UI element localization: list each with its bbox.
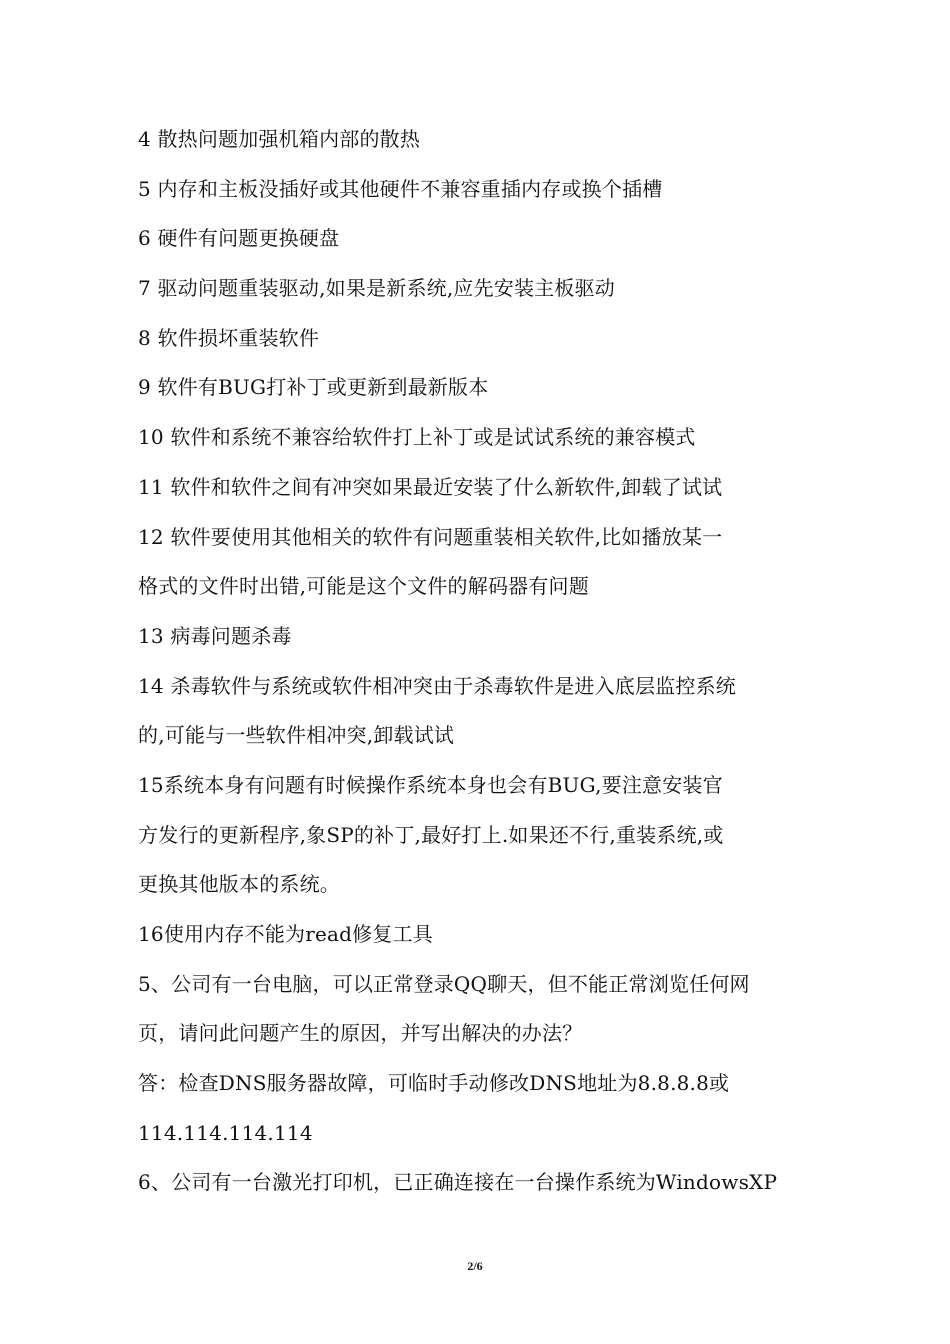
text-line: 页，请问此问题产生的原因，并写出解决的办法？	[138, 1021, 583, 1046]
text-line: 16使用内存不能为read修复工具	[138, 922, 433, 946]
text-line: 方发行的更新程序,象SP的补丁,最好打上.如果还不行,重装系统,或	[138, 822, 724, 847]
text-line: 4 散热问题加强机箱内部的散热	[138, 127, 421, 151]
page-number: 2/6	[467, 1259, 483, 1273]
text-line: 8 软件损坏重装软件	[138, 325, 320, 350]
text-line: 的,可能与一些软件相冲突,卸载试试	[138, 723, 455, 748]
text-line: 9 软件有BUG打补丁或更新到最新版本	[138, 375, 489, 400]
text-line: 5、公司有一台电脑，可以正常登录QQ聊天，但不能正常浏览任何网	[138, 971, 750, 996]
text-line: 6、公司有一台激光打印机，已正确连接在一台操作系统为WindowsXP	[138, 1170, 778, 1195]
text-line: 12 软件要使用其他相关的软件有问题重装相关软件,比如播放某一	[138, 524, 723, 549]
text-line: 114.114.114.114	[138, 1120, 313, 1145]
text-line: 14 杀毒软件与系统或软件相冲突由于杀毒软件是进入底层监控系统	[138, 673, 737, 698]
text-line: 5 内存和主板没插好或其他硬件不兼容重插内存或换个插槽	[138, 176, 663, 201]
text-line: 格式的文件时出错,可能是这个文件的解码器有问题	[138, 574, 589, 599]
text-line: 11 软件和软件之间有冲突如果最近安装了什么新软件,卸载了试试	[138, 474, 723, 499]
document-body	[138, 124, 818, 1217]
text-line: 10 软件和系统不兼容给软件打上补丁或是试试系统的兼容模式	[138, 425, 696, 450]
text-line: 答：检查DNS服务器故障，可临时手动修改DNS地址为8.8.8.8或	[138, 1071, 730, 1096]
text-line: 7 驱动问题重装驱动,如果是新系统,应先安装主板驱动	[138, 276, 615, 301]
text-line: 13 病毒问题杀毒	[138, 623, 292, 648]
text-line: 15系统本身有问题有时候操作系统本身也会有BUG,要注意安装官	[138, 772, 723, 797]
text-line: 更换其他版本的系统。	[138, 872, 340, 897]
text-line: 6 硬件有问题更换硬盘	[138, 226, 340, 251]
